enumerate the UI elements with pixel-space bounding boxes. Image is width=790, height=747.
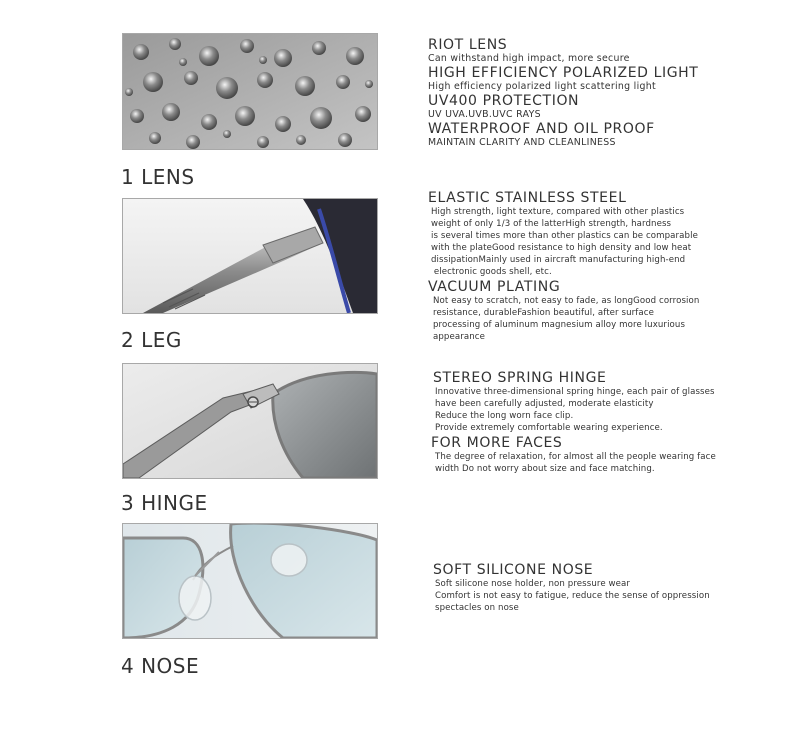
section-caption-leg: 2 LEG — [121, 328, 182, 352]
nose-photo — [122, 523, 378, 639]
feature-desc: Can withstand high impact, more secure — [428, 53, 630, 64]
feature-desc-line: High strength, light texture, compared with other plastics — [431, 207, 685, 217]
nose-features — [428, 562, 773, 614]
feature-desc-line: weight of only 1/3 of the latterHigh strength, hardness — [431, 219, 672, 229]
lens-features — [428, 37, 773, 148]
feature-desc-line: appearance — [433, 332, 485, 342]
lens-photo — [122, 33, 378, 150]
feature-title: ELASTIC STAINLESS STEEL — [428, 190, 627, 206]
feature-desc-line: processing of aluminum magnesium alloy more luxurious — [433, 320, 686, 330]
feature-desc-line: Reduce the long worn face clip. — [435, 411, 574, 421]
feature-desc-line: electronic goods shell, etc. — [431, 267, 552, 277]
feature-desc-line: have been carefully adjusted, moderate elasticity — [435, 399, 654, 409]
feature-desc: UV UVA.UVB.UVC RAYS — [428, 109, 541, 120]
feature-desc-line: with the plateGood resistance to high density and low heat — [431, 243, 692, 253]
hinge-photo — [122, 363, 378, 479]
feature-title: SOFT SILICONE NOSE — [433, 562, 594, 578]
feature-desc-line: dissipationMainly used in aircraft manufacturing high-end — [431, 255, 686, 265]
feature-title: WATERPROOF AND OIL PROOF — [428, 121, 655, 137]
feature-desc-line: is several times more than other plastics can be comparable — [431, 231, 698, 241]
feature-title: UV400 PROTECTION — [428, 93, 580, 109]
feature-title: VACUUM PLATING — [428, 279, 561, 295]
feature-desc: MAINTAIN CLARITY AND CLEANLINESS — [428, 137, 616, 148]
feature-desc-line: resistance, durableFashion beautiful, after surface — [433, 308, 654, 318]
feature-title: HIGH EFFICIENCY POLARIZED LIGHT — [428, 65, 699, 81]
leg-photo — [122, 198, 378, 314]
feature-desc: High efficiency polarized light scattering light — [428, 81, 656, 92]
feature-desc-line: Soft silicone nose holder, non pressure wear — [435, 579, 631, 589]
hinge-features — [428, 370, 773, 475]
feature-desc-line: spectacles on nose — [435, 603, 519, 613]
section-caption-lens: 1 LENS — [121, 165, 195, 189]
feature-desc-line: Not easy to scratch, not easy to fade, as longGood corrosion — [433, 296, 700, 306]
section-caption-nose: 4 NOSE — [121, 654, 200, 678]
feature-desc-line: Comfort is not easy to fatigue, reduce the sense of oppression — [435, 591, 710, 601]
leg-features — [428, 190, 773, 343]
section-caption-hinge: 3 HINGE — [121, 491, 208, 515]
feature-title: FOR MORE FACES — [431, 435, 563, 451]
feature-title: STEREO SPRING HINGE — [433, 370, 607, 386]
feature-desc-line: Provide extremely comfortable wearing experience. — [435, 423, 663, 433]
feature-desc-line: width Do not worry about size and face matching. — [435, 464, 655, 474]
feature-desc-line: The degree of relaxation, for almost all the people wearing face — [435, 452, 716, 462]
feature-title: RIOT LENS — [428, 37, 508, 53]
feature-desc-line: Innovative three-dimensional spring hinge, each pair of glasses — [435, 387, 715, 397]
